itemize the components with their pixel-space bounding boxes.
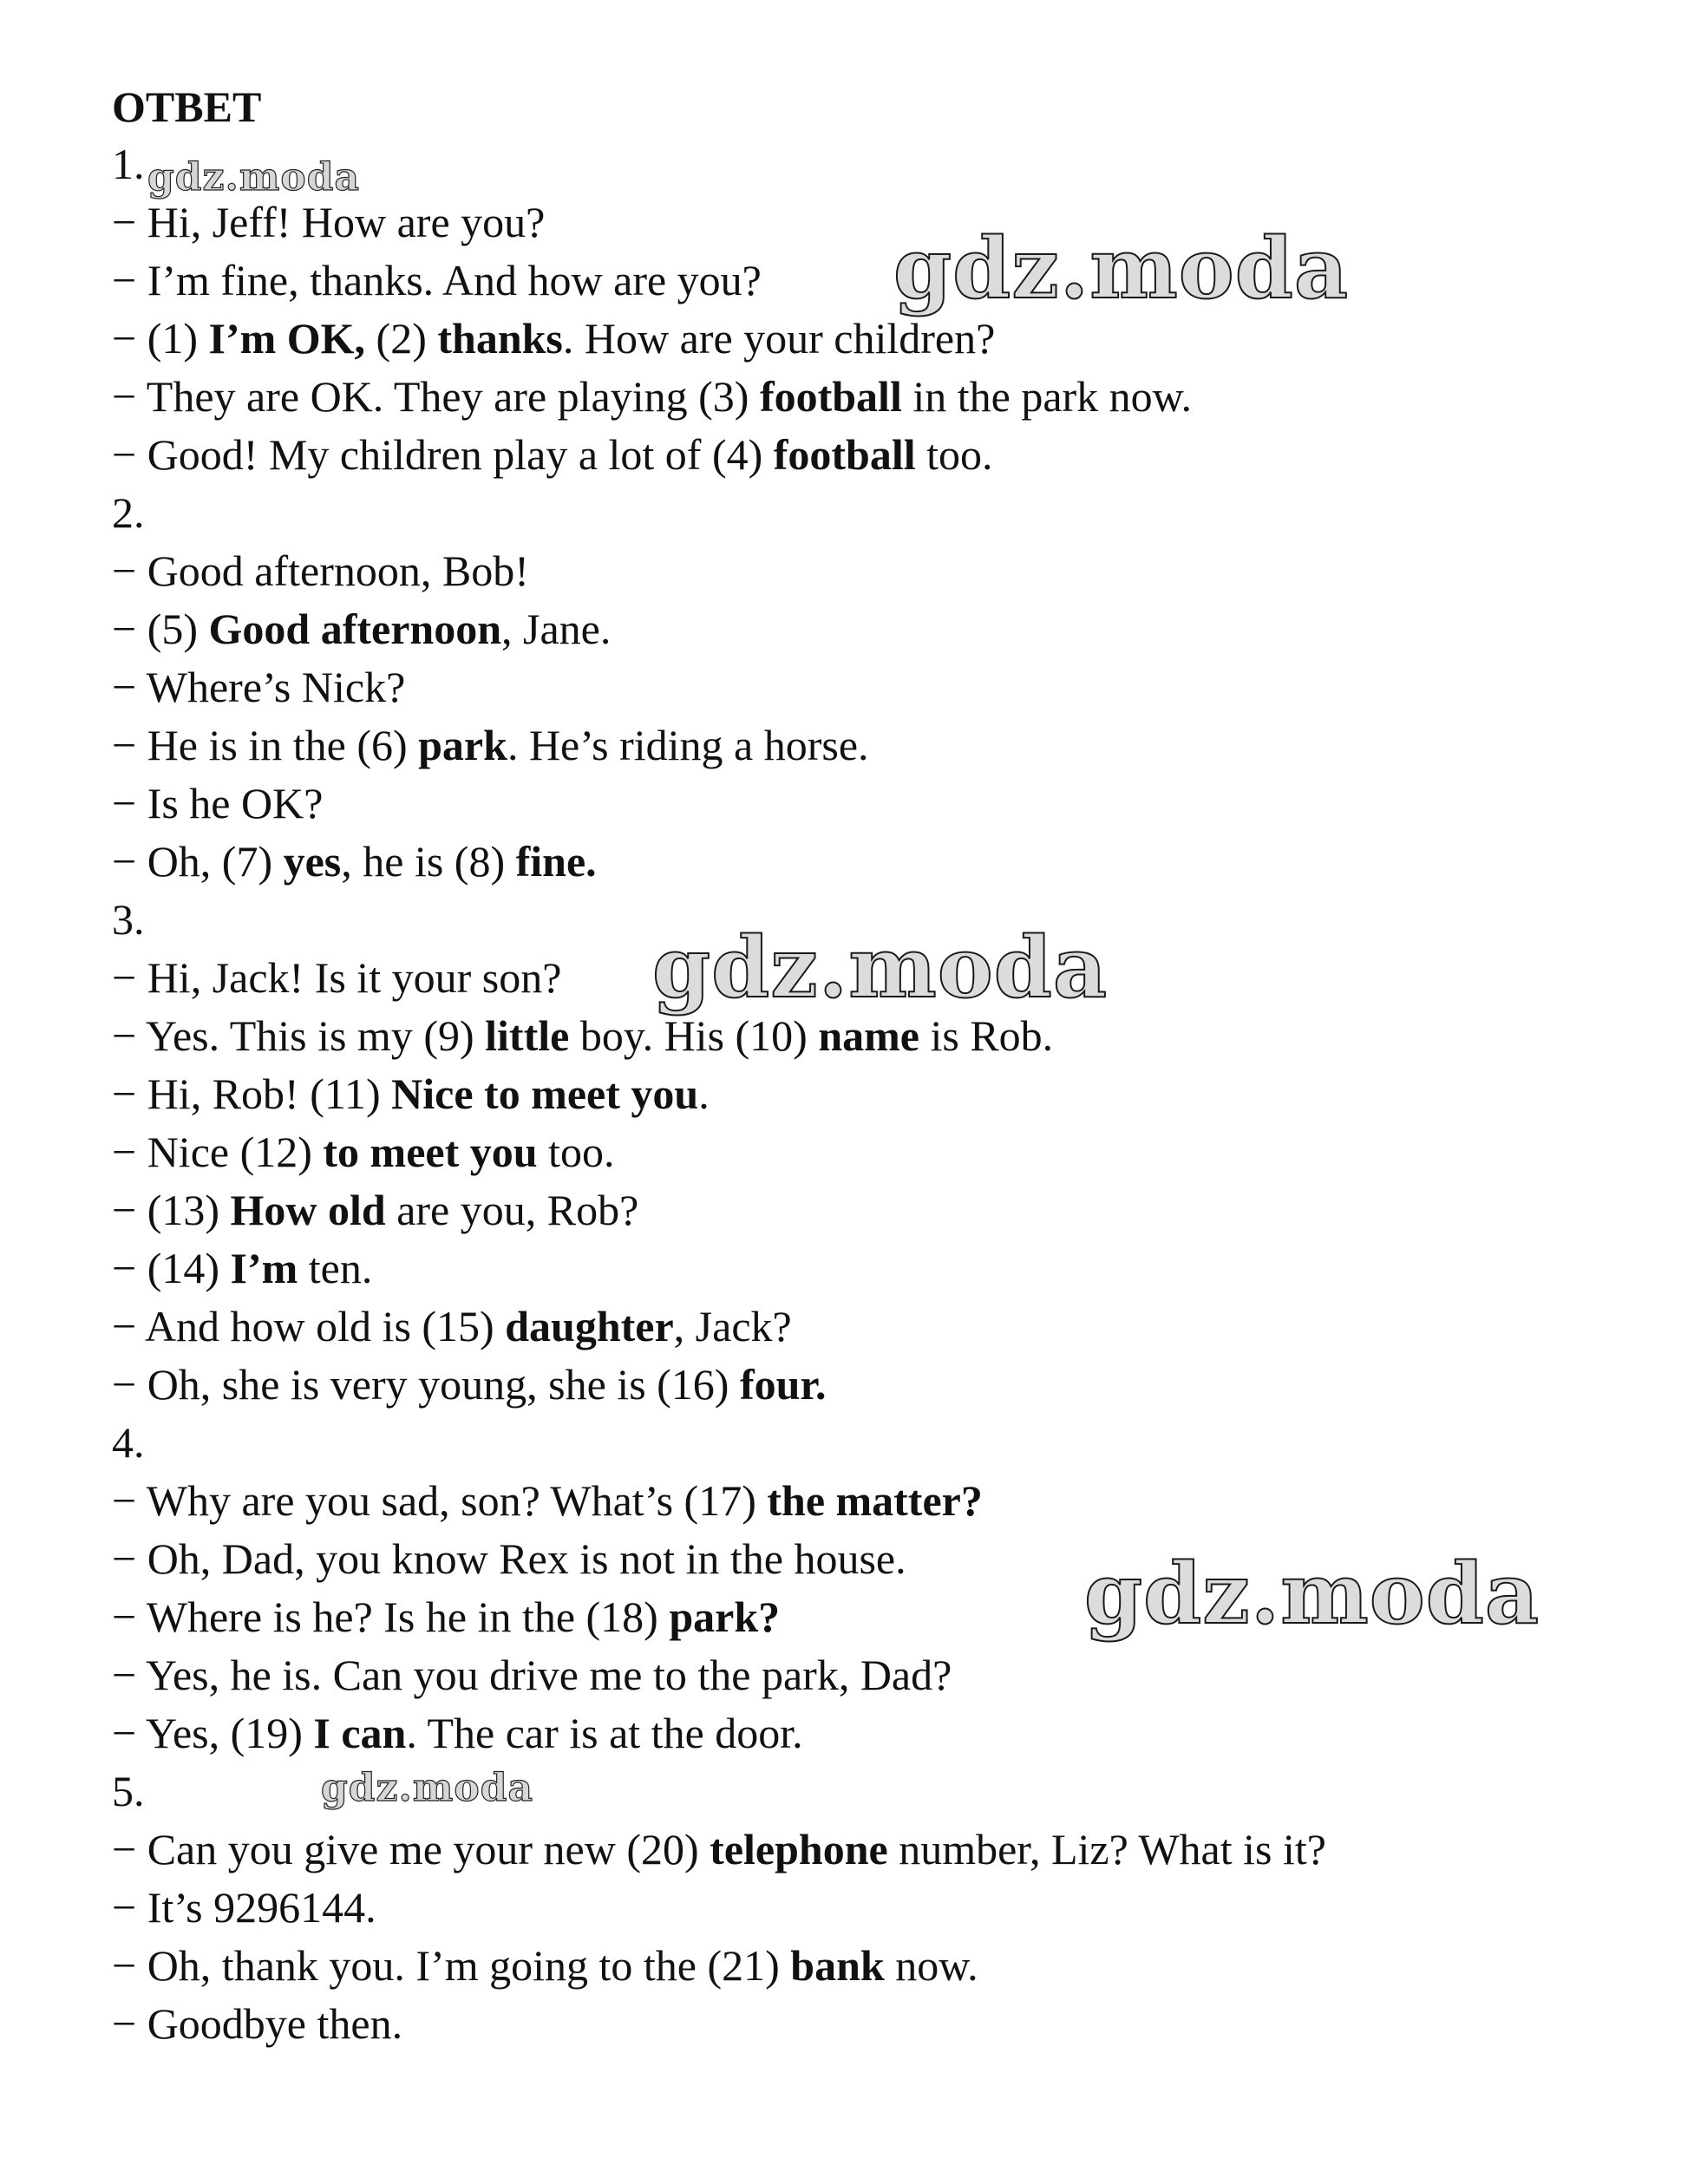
dialogue-line: [112, 1937, 1638, 1995]
answer-word: park?: [669, 1592, 781, 1641]
dialogue-text: − Oh, Dad, you know Rex is not in the house.: [112, 1534, 906, 1583]
dialogue-line: [112, 775, 1638, 833]
dialogue-text: − Oh, (7): [112, 837, 284, 886]
answer-word: I’m OK,: [208, 314, 366, 363]
dialogue-text: − Oh, thank you. I’m going to the (21): [112, 1941, 791, 1990]
answer-word: daughter: [505, 1302, 674, 1350]
dialogue-line: [112, 1646, 1638, 1704]
dialogue-text: − Yes, (19): [112, 1709, 314, 1757]
dialogue-text: , Jack?: [673, 1302, 792, 1350]
watermark-logo: gdz.moda: [893, 219, 1350, 317]
watermark-logo: gdz.moda: [147, 155, 361, 199]
dialogue-line: [112, 193, 1638, 252]
dialogue-text: now.: [884, 1941, 978, 1990]
dialogue-text: − They are OK. They are playing (3): [112, 372, 760, 421]
section-number: 5.: [112, 1767, 145, 1815]
dialogue-line: [112, 1472, 1638, 1530]
dialogue-text: − Good! My children play a lot of (4): [112, 430, 774, 479]
dialogue-text: − Can you give me your new (20): [112, 1825, 710, 1873]
dialogue-text: − Where’s Nick?: [112, 663, 406, 711]
dialogue-text: . The car is at the door.: [406, 1709, 803, 1757]
dialogue-text: − Hi, Rob! (11): [112, 1069, 392, 1118]
answer-word: I can: [313, 1709, 407, 1757]
dialogue-text: − (1): [112, 314, 209, 363]
watermark-logo: gdz.moda: [652, 919, 1109, 1017]
answer-word: How old: [230, 1186, 386, 1234]
dialogue-line: [112, 1879, 1638, 1937]
dialogue-text: is Rob.: [919, 1011, 1054, 1060]
dialogue-text: − He is in the (6): [112, 721, 419, 769]
dialogue-line: [112, 833, 1638, 891]
page-heading: ОТВЕТ: [112, 82, 262, 131]
dialogue-text: − Yes, he is. Can you drive me to the park, Dad?: [112, 1651, 952, 1699]
dialogue-text: − (14): [112, 1244, 231, 1292]
answer-word: yes: [283, 837, 342, 886]
dialogue-text: too.: [537, 1128, 615, 1176]
answer-word: to meet you: [323, 1128, 538, 1176]
dialogue-line: [112, 1298, 1638, 1356]
dialogue-line: [112, 1995, 1638, 2053]
watermark-logo: gdz.moda: [321, 1766, 534, 1810]
dialogue-text: ten.: [298, 1244, 373, 1292]
dialogue-text: − Where is he? Is he in the (18): [112, 1592, 670, 1641]
dialogue-text: − Yes. This is my (9): [112, 1011, 486, 1060]
watermark-logo: gdz.moda: [1084, 1545, 1540, 1643]
answer-word: Good afternoon: [208, 605, 501, 653]
answer-word: fine.: [515, 837, 597, 886]
dialogue-text: − Oh, she is very young, she is (16): [112, 1360, 740, 1409]
dialogue-line: [112, 368, 1638, 426]
section-number: 1.: [112, 140, 145, 188]
dialogue-text: number, Liz? What is it?: [887, 1825, 1326, 1873]
dialogue-line: [112, 658, 1638, 716]
answer-word: name: [818, 1011, 919, 1060]
answer-word: football: [759, 372, 902, 421]
dialogue-text: − Is he OK?: [112, 779, 324, 827]
dialogue-line: [112, 1356, 1638, 1414]
dialogue-text: .: [698, 1069, 710, 1118]
dialogue-text: . He’s riding a horse.: [507, 721, 869, 769]
section-number: 2.: [112, 488, 145, 537]
dialogue-text: . How are your children?: [562, 314, 996, 363]
dialogue-line: [112, 716, 1638, 775]
dialogue-line: [112, 1239, 1638, 1298]
dialogue-text: (2): [365, 314, 438, 363]
section-number: 3.: [112, 895, 145, 944]
dialogue-text: , he is (8): [341, 837, 516, 886]
answer-word: the matter?: [767, 1476, 983, 1525]
dialogue-line: [112, 310, 1638, 368]
dialogue-line: [112, 1181, 1638, 1239]
answer-word: four.: [739, 1360, 827, 1409]
dialogue-text: − (5): [112, 605, 209, 653]
answer-word: park: [418, 721, 507, 769]
dialogue-line: [112, 600, 1638, 658]
dialogue-text: − Nice (12): [112, 1128, 324, 1176]
dialogue-line: [112, 1704, 1638, 1762]
answer-word: Nice to meet you: [391, 1069, 699, 1118]
answer-word: little: [485, 1011, 570, 1060]
dialogue-text: − Hi, Jeff! How are you?: [112, 198, 546, 246]
dialogue-text: − (13): [112, 1186, 231, 1234]
dialogue-text: are you, Rob?: [385, 1186, 639, 1234]
answer-word: thanks: [437, 314, 563, 363]
answer-word: telephone: [710, 1825, 888, 1873]
dialogue-line: [112, 426, 1638, 484]
dialogue-line: [112, 1821, 1638, 1879]
dialogue-line: [112, 542, 1638, 600]
dialogue-text: − Goodbye then.: [112, 1999, 403, 2048]
dialogue-text: , Jane.: [501, 605, 612, 653]
dialogue-text: − And how old is (15): [112, 1302, 506, 1350]
answer-word: bank: [790, 1941, 885, 1990]
dialogue-text: − Hi, Jack! Is it your son?: [112, 953, 562, 1002]
answer-word: football: [773, 430, 916, 479]
dialogue-line: [112, 252, 1638, 310]
answer-document: [112, 78, 1638, 2053]
dialogue-text: − Good afternoon, Bob!: [112, 546, 529, 595]
answer-word: I’m: [230, 1244, 298, 1292]
dialogue-line: [112, 1123, 1638, 1181]
dialogue-text: in the park now.: [901, 372, 1193, 421]
dialogue-line: [112, 1065, 1638, 1123]
dialogue-text: − It’s 9296144.: [112, 1883, 376, 1932]
dialogue-text: − I’m fine, thanks. And how are you?: [112, 256, 762, 304]
section-number: 4.: [112, 1418, 145, 1467]
dialogue-text: too.: [915, 430, 993, 479]
dialogue-text: boy. His (10): [569, 1011, 819, 1060]
dialogue-text: − Why are you sad, son? What’s (17): [112, 1476, 768, 1525]
